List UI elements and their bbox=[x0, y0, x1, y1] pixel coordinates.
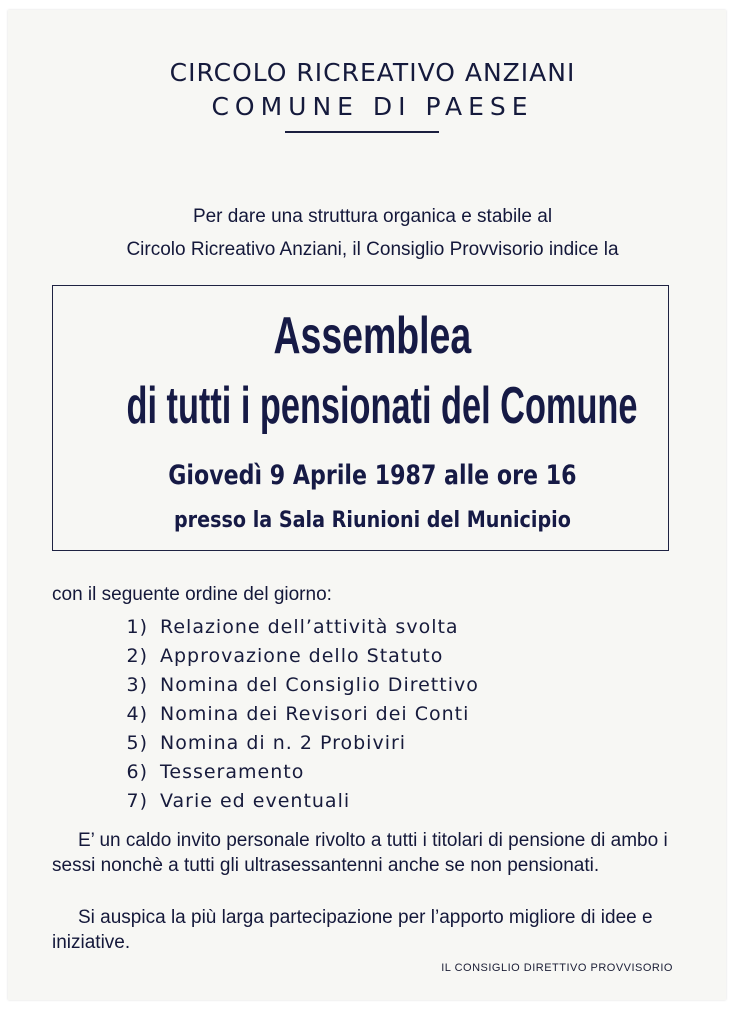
agenda-item-number: 4) bbox=[126, 703, 148, 725]
agenda-item bbox=[0, 616, 745, 645]
announcement-subtitle: di tutti i pensionati del Comune bbox=[126, 377, 638, 435]
signature: IL CONSIGLIO DIRETTIVO PROVVISORIO bbox=[441, 962, 673, 974]
announcement-title: Assemblea bbox=[273, 307, 472, 365]
agenda-item-number: 7) bbox=[126, 790, 148, 812]
agenda-item bbox=[0, 790, 745, 819]
agenda-item-number: 2) bbox=[126, 645, 148, 667]
agenda-item bbox=[0, 703, 745, 732]
agenda-item-text: Relazione dell’attività svolta bbox=[160, 616, 459, 638]
agenda-item-text: Tesseramento bbox=[160, 761, 305, 783]
organization-name: CIRCOLO RICREATIVO ANZIANI bbox=[169, 58, 576, 87]
intro-line-1: Per dare una struttura organica e stabile al bbox=[192, 206, 553, 227]
intro-line-2: Circolo Ricreativo Anziani, il Consiglio Provvisorio indice la bbox=[126, 239, 619, 260]
agenda-item-text: Nomina dei Revisori dei Conti bbox=[160, 703, 470, 725]
participation-paragraph: Si auspica la più larga partecipazione per l’apporto migliore di idee e iniziative. bbox=[52, 907, 653, 953]
agenda-label: con il seguente ordine del giorno: bbox=[52, 584, 332, 605]
agenda-item-number: 5) bbox=[126, 732, 148, 754]
municipality-name: COMUNE DI PAESE bbox=[211, 92, 534, 121]
invitation-paragraph: E’ un caldo invito personale rivolto a tutti i titolari di pensione di ambo i sessi nonchè a tutti gli ultrasessantenni anche se non pensionati. bbox=[52, 830, 668, 876]
agenda-item bbox=[0, 761, 745, 790]
agenda-item-number: 6) bbox=[126, 761, 148, 783]
agenda-item bbox=[0, 645, 745, 674]
announcement-date: Giovedì 9 Aprile 1987 alle ore 16 bbox=[168, 460, 577, 491]
agenda-item-text: Approvazione dello Statuto bbox=[160, 645, 444, 667]
announcement-place: presso la Sala Riunioni del Municipio bbox=[173, 508, 571, 533]
agenda-item-text: Varie ed eventuali bbox=[160, 790, 351, 812]
agenda-item-text: Nomina di n. 2 Probiviri bbox=[160, 732, 407, 754]
agenda-item-number: 3) bbox=[126, 674, 148, 696]
agenda-item bbox=[0, 732, 745, 761]
header-divider bbox=[285, 131, 439, 133]
agenda-item-text: Nomina del Consiglio Direttivo bbox=[160, 674, 479, 696]
agenda-item-number: 1) bbox=[126, 616, 148, 638]
agenda-item bbox=[0, 674, 745, 703]
